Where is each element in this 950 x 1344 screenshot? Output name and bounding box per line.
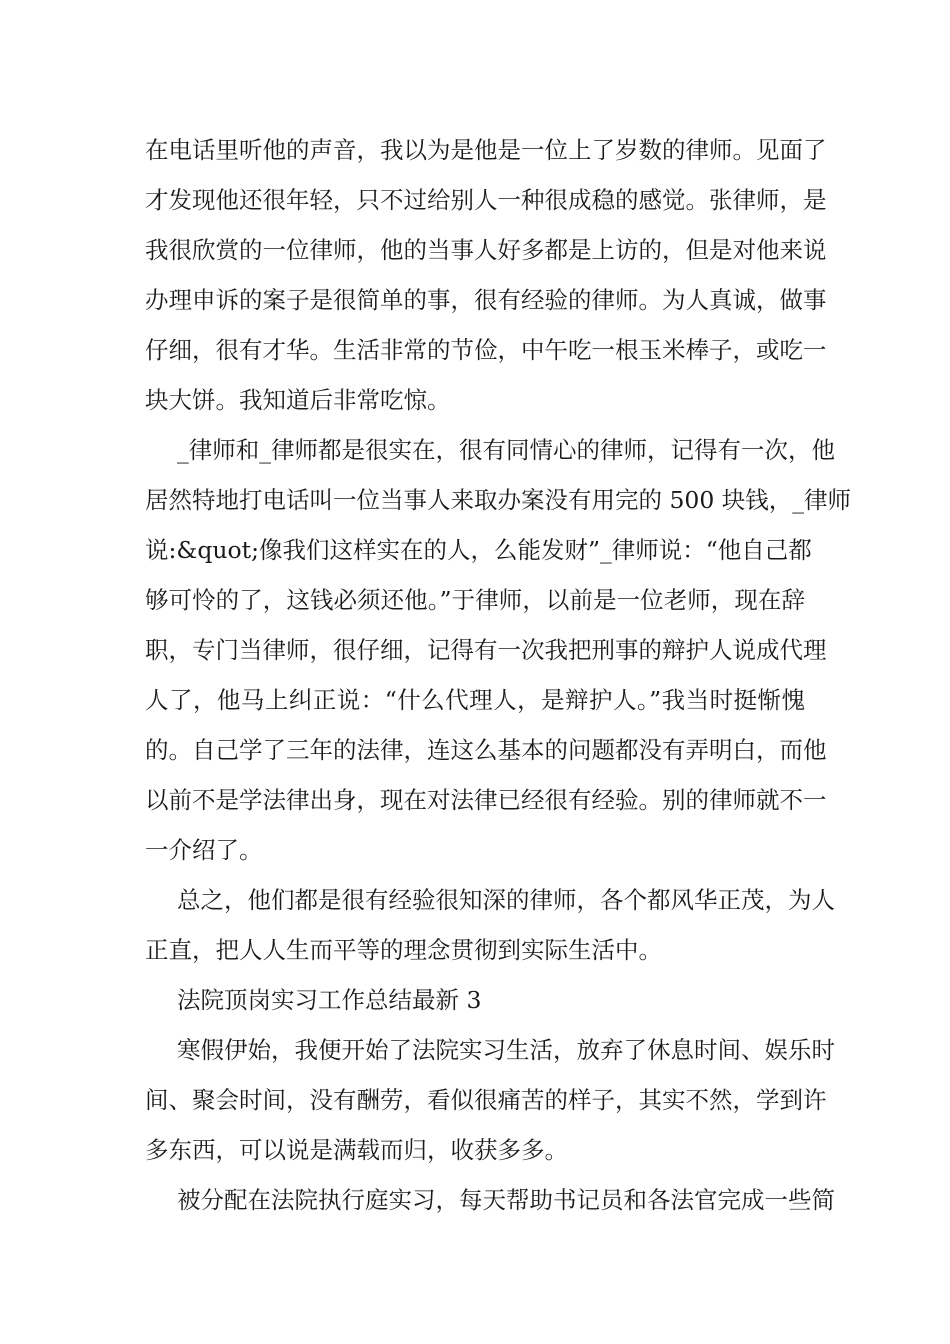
text-line: 够可怜的了，这钱必须还他。”于律师，以前是一位老师，现在辞 [145,586,805,614]
text-line: 才发现他还很年轻，只不过给别人一种很成稳的感觉。张律师，是 [145,186,827,214]
text-line: 我很欣赏的一位律师，他的当事人好多都是上访的，但是对他来说 [145,236,827,264]
text-line: 一介绍了。 [145,836,263,864]
text-line: 职，专门当律师，很仔细，记得有一次我把刑事的辩护人说成代理 [145,636,827,664]
text-line: 正直，把人人生而平等的理念贯彻到实际生活中。 [145,936,662,964]
text-line: 多东西，可以说是满载而归，收获多多。 [145,1136,568,1164]
text-line: 块大饼。我知道后非常吃惊。 [145,386,451,414]
section-heading: 法院顶岗实习工作总结最新 3 [177,986,482,1014]
text-line: 的。自己学了三年的法律，连这么基本的问题都没有弄明白，而他 [145,736,827,764]
text-line: 总之，他们都是很有经验很知深的律师，各个都风华正茂，为人 [177,886,835,914]
text-line: 居然特地打电话叫一位当事人来取办案没有用完的 500 块钱，_律师 [145,486,852,514]
text-line: 寒假伊始，我便开始了法院实习生活，放弃了休息时间、娱乐时 [177,1036,835,1064]
text-line: 人了，他马上纠正说：“什么代理人，是辩护人。”我当时挺惭愧 [145,686,805,714]
text-line: 以前不是学法律出身，现在对法律已经很有经验。别的律师就不一 [145,786,827,814]
text-line: 间、聚会时间，没有酬劳，看似很痛苦的样子，其实不然，学到许 [145,1086,827,1114]
text-line: 被分配在法院执行庭实习，每天帮助书记员和各法官完成一些简 [177,1186,835,1214]
text-line: _律师和_律师都是很实在，很有同情心的律师，记得有一次，他 [177,436,835,464]
text-line: 说:&quot;像我们这样实在的人，么能发财”_律师说：“他自己都 [145,536,812,564]
text-line: 仔细，很有才华。生活非常的节俭，中午吃一根玉米棒子，或吃一 [145,336,827,364]
text-line: 办理申诉的案子是很简单的事，很有经验的律师。为人真诚，做事 [145,286,827,314]
text-line: 在电话里听他的声音，我以为是他是一位上了岁数的律师。见面了 [145,136,827,164]
